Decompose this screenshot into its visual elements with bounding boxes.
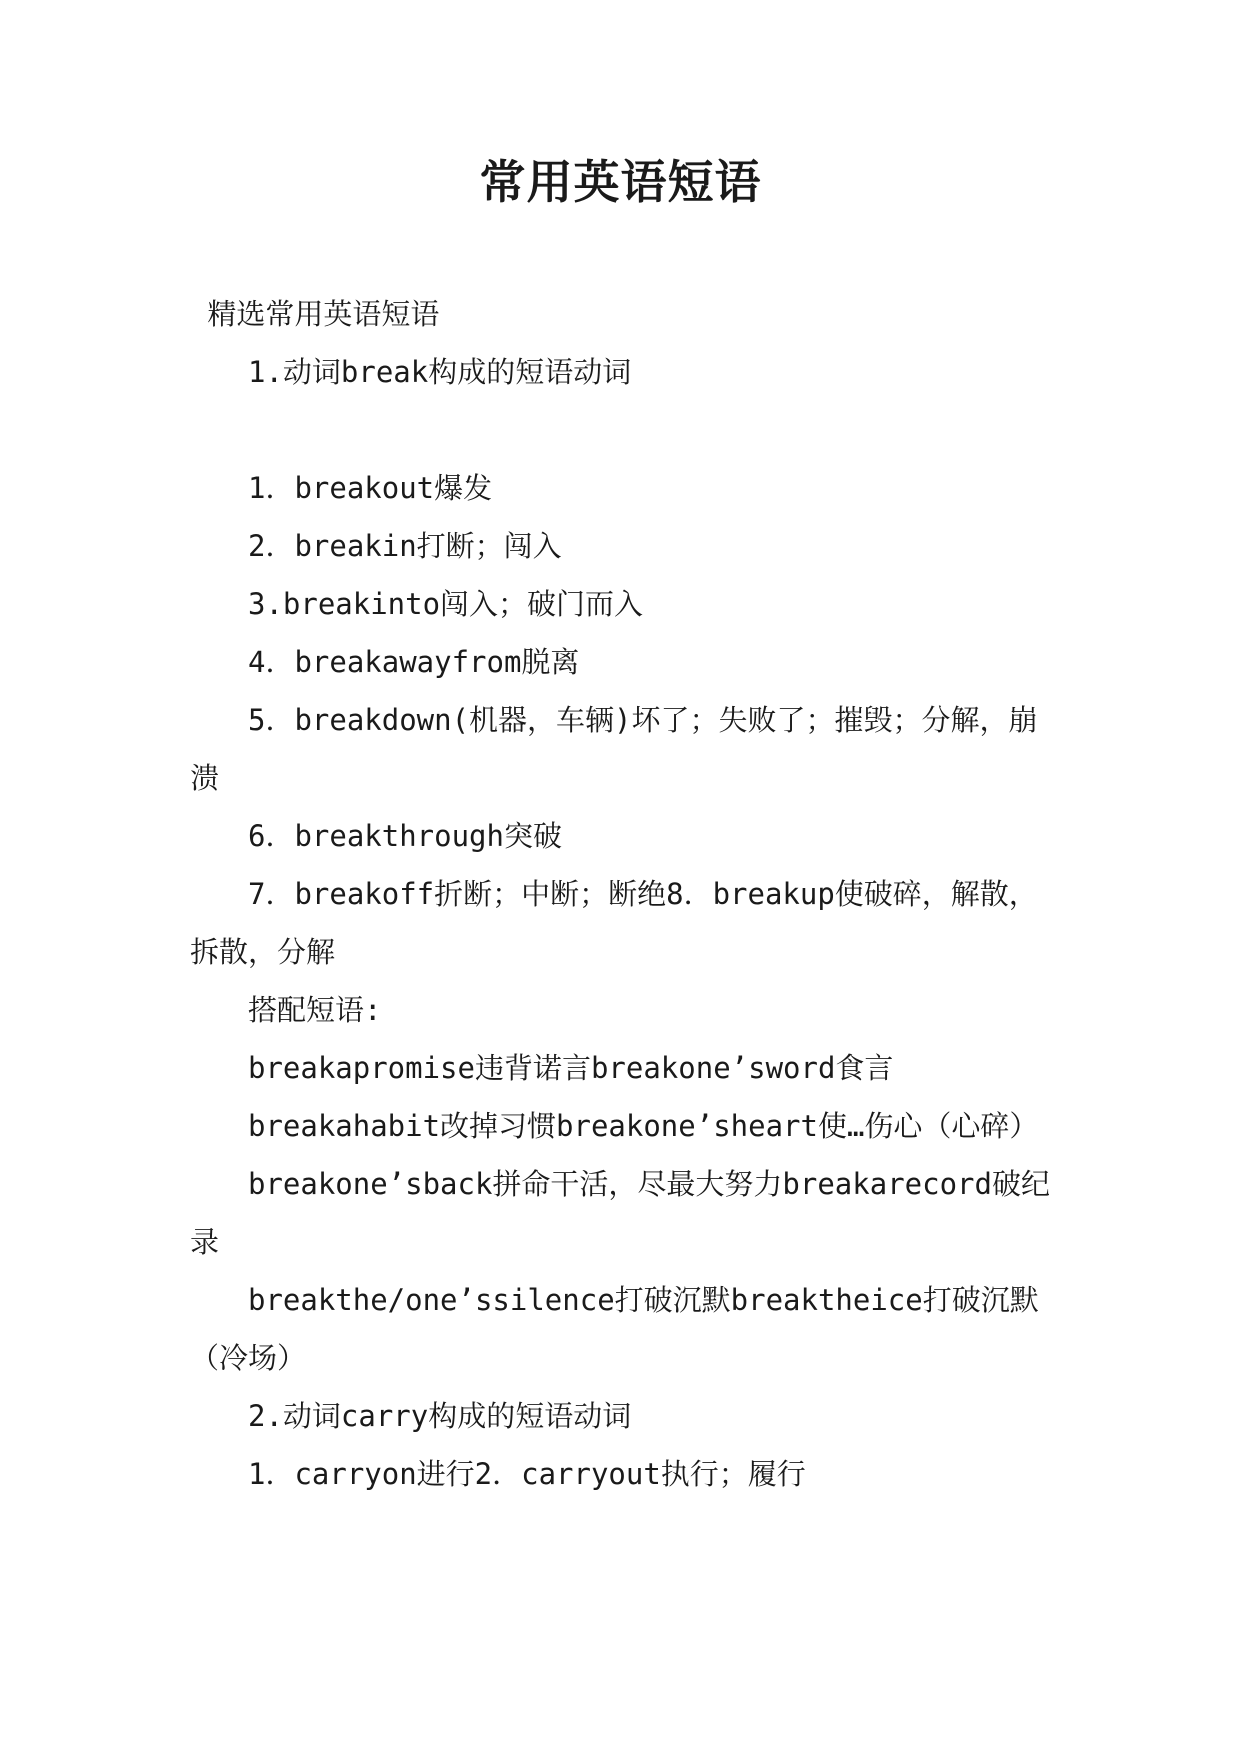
collocation-heading: 搭配短语: xyxy=(248,993,382,1027)
phrase-item: 1．breakout爆发 xyxy=(248,471,493,505)
collocation-item: breakahabit改掉习惯breakone’sheart使…伤心（心碎） xyxy=(248,1109,1039,1143)
document-body xyxy=(190,285,1052,1503)
phrase-item: 3.breakinto闯入；破门而入 xyxy=(248,587,644,621)
phrase-item: 5．breakdown(机器，车辆)坏了；失败了；摧毁；分解，崩溃 xyxy=(190,703,1038,795)
phrase-item: 6．breakthrough突破 xyxy=(248,819,562,853)
collocation-item: breakthe/one’ssilence打破沉默breaktheice打破沉默（冷场） xyxy=(190,1283,1039,1375)
phrase-item: 7．breakoff折断；中断；断绝8．breakup使破碎，解散，拆散，分解 xyxy=(190,877,1038,969)
collocation-item: breakone’sback拼命干活，尽最大努力breakarecord破纪录 xyxy=(190,1167,1050,1259)
subtitle-paragraph: 精选常用英语短语 xyxy=(207,297,440,331)
phrase-item: 2．breakin打断；闯入 xyxy=(248,529,562,563)
phrase-item: 1．carryon进行2．carryout执行；履行 xyxy=(248,1457,806,1491)
collocation-item: breakapromise违背诺言breakone’sword食言 xyxy=(248,1051,894,1085)
page-title: 常用英语短语 xyxy=(479,155,762,209)
phrase-item: 4．breakawayfrom脱离 xyxy=(248,645,580,679)
section-heading-carry: 2.动词carry构成的短语动词 xyxy=(248,1399,632,1433)
blank-line xyxy=(190,401,1052,459)
section-heading-break: 1.动词break构成的短语动词 xyxy=(248,355,632,389)
